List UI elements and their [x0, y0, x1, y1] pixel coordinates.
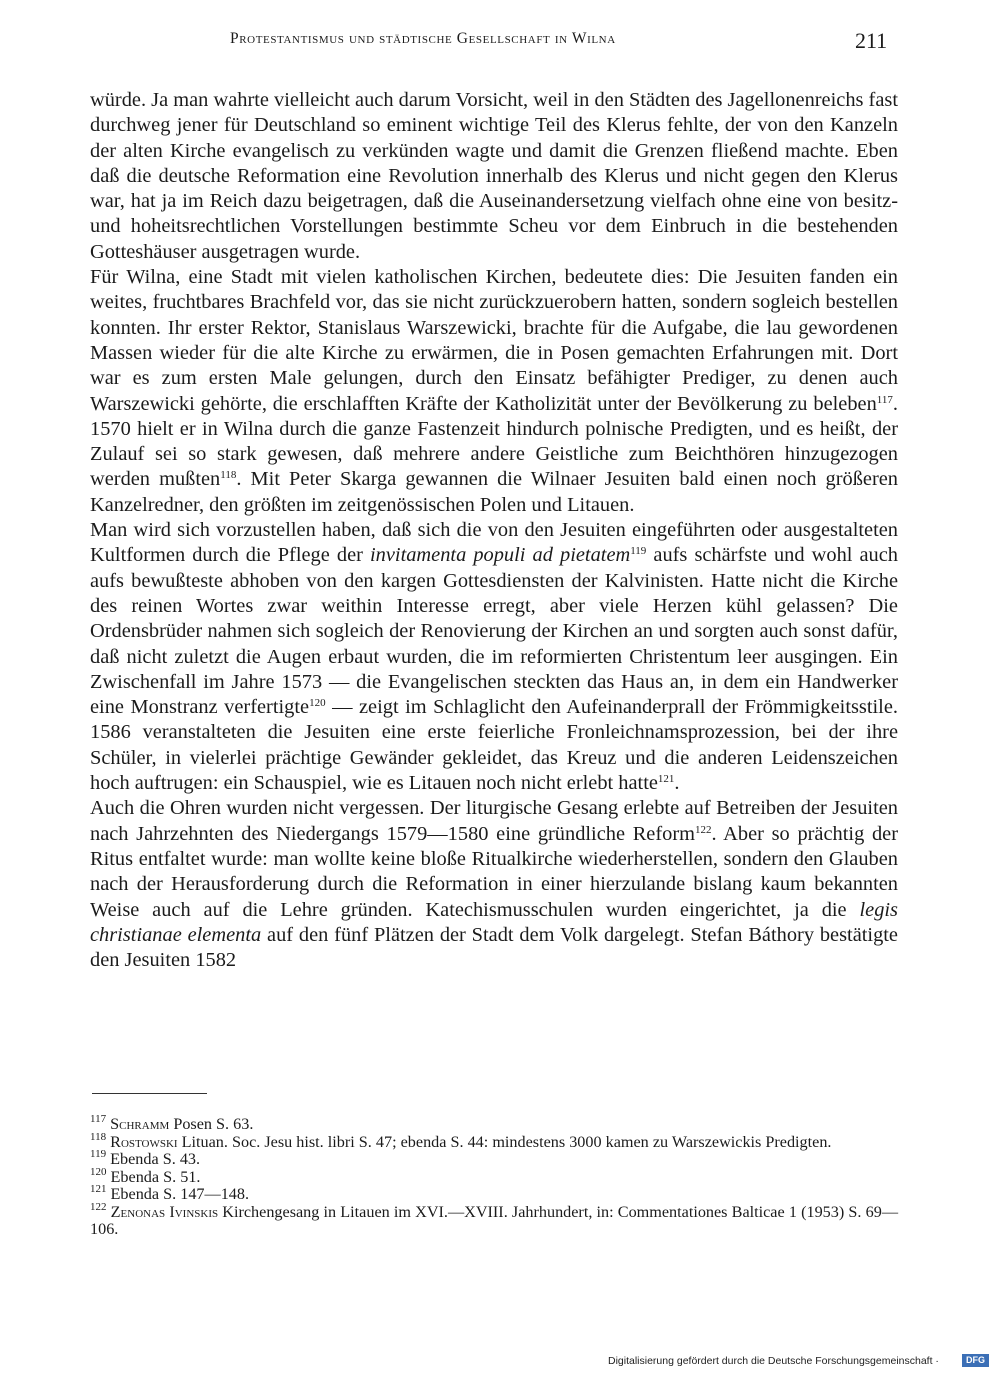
paragraph-1: würde. Ja man wahrte vielleicht auch darum Vorsicht, weil in den Städten des Jagellonenreichs fast durchweg jener für Deutschland so eminent wichtige Teil des Klerus fehlte, der von den Kanzeln der alten Kirche evangelisch zu verkünden wagte und damit die Grenzen fließend machte. Eben daß die deutsche Reformation eine Revolution innerhalb des Klerus und nicht gegen den Klerus war, hat ja im Reich dazu beigetragen, daß die Auseinandersetzung vielfach ohne eine von besitz- und hoheitsrechtlichen Vorstellungen bestimmte Scheu vor dem Einbruch in die bestehenden Gotteshäuser ausgetragen wurde.	[90, 89, 898, 263]
footnote-121: $^{121}$ Ebenda S. 147—148.	[90, 1183, 250, 1203]
main-text	[90, 88, 898, 973]
footnotes	[90, 1113, 899, 1239]
running-head: Protestantismus und städtische Gesellschaft in Wilna	[230, 30, 616, 47]
page-number: 211	[855, 28, 888, 53]
footnote-divider	[92, 1093, 207, 1094]
footnote-119: $^{119}$ Ebenda S. 43.	[90, 1148, 201, 1168]
digitization-credit: Digitalisierung gefördert durch die Deutsche Forschungsgemeinschaft ·	[608, 1355, 939, 1367]
dfg-logo[interactable]: DFG	[962, 1354, 989, 1367]
footnote-118: $^{118}$ Rostowski Lituan. Soc. Jesu hist. libri S. 47; ebenda S. 44: mindestens 3000 kamen zu Warszewickis Predigten.	[90, 1130, 832, 1151]
footnote-ref-120[interactable]: 120	[309, 697, 326, 710]
footnote-120: $^{120}$ Ebenda S. 51.	[90, 1165, 201, 1186]
paragraph-4: Auch die Ohren wurden nicht vergessen. Der liturgische Gesang erlebte auf Betreiben der Jesuiten nach Jahrzehnten des Niedergangs 1579—1580 eine gründliche Reform$^{122}$. Aber so prächtig der Ritus entfaltet wurde: man wollte keine bloße Ritualkirche wiederherstellen, sondern den Glauben nach der Herausforderung durch die Reformation in einer hierzulande bislang kaum bekannten Weise auch auf die Lehre gründen. Katechismusschulen wurden eingerichtet, ja die legis christianae elementa auf den fünf Plätzen der Stadt dem Volk dargelegt. Stefan Báthory bestätigte den Jesuiten 1582	[90, 797, 898, 972]
footnote-117: $^{117}$ Schramm Posen S. 63.	[90, 1113, 254, 1133]
paragraph-2: Für Wilna, eine Stadt mit vielen katholischen Kirchen, bedeutete dies: Die Jesuiten fanden ein weites, fruchtbares Brachfeld vor, das sie nicht zurückzuerobern hatten, sondern sogleich bestellen konnten. Ihr erster Rektor, Stanislaus Warszewicki, brachte für die Aufgabe, die lau gewordenen Massen wieder für die alte Kirche zu erwärmen, die in Posen gemachten Erfahrungen mit. Dort war es zum ersten Male gelungen, durch den Einsatz befähigter Prediger, zu denen auch Warszewicki gehörte, die erschlafften Kräfte der Katholizität unter der Bevölkerung zu beleben$^{117}$. 1570 hielt er in Wilna durch die ganze Fastenzeit hindurch polnische Predigten, und es heißt, der Zulauf sei so stark gewesen, daß mehrere andere Geistliche zum Beichthören hinzugezogen werden mußten$^{118}$. Mit Peter Skarga gewannen die Wilnaer Jesuiten bald einen noch größeren Kanzelredner, den größten im zeitgenössischen Polen und Litauen.	[90, 266, 898, 516]
footnote-ref-118[interactable]: 118	[220, 469, 237, 482]
footnote-ref-121[interactable]: 121	[657, 773, 675, 786]
footnote-122: $^{122}$ Zenonas Ivinskis Kirchengesang in Litauen im XVI.—XVIII. Jahrhundert, in: Commentationes Balticae 1 (1953) S. 69—106.	[90, 1200, 899, 1238]
paragraph-3: Man wird sich vorzustellen haben, daß sich die von den Jesuiten eingeführten oder ausgestalteten Kultformen durch die Pflege der invitamenta populi ad pietatem$^{119}$ aufs schärfste und wohl auch aufs bewußteste abhoben von den kargen Gottesdiensten der Kalvinisten. Hatte nicht die Kirche des reinen Wortes zwar weithin Interesse erregt, aber viele Herzen kühl gelassen? Die Ordensbrüder nahmen sich sogleich der Renovierung der Kirchen an und sorgten auch sonst dafür, daß nicht zuletzt die Augen erbaut wurden, die im reformierten Christentum leer ausgingen. Ein Zwischenfall im Jahre 1573 — die Evangelischen steckten das Haus an, in dem ein Handwerker eine Monstranz verfertigte$^{120}$ — zeigt im Schlaglicht den Aufeinanderprall der Frömmigkeitsstile. 1586 veranstalteten die Jesuiten eine erste feierliche Fronleichnamsprozession, bei der ihre Schüler, in vielerlei prächtige Gewänder gekleidet, das Kreuz und die anderen Leidenszeichen hoch auftrugen: ein Schauspiel, wie es Litauen noch nicht erlebt hatte$^{121}$.	[90, 519, 898, 795]
footnote-ref-119[interactable]: 119	[630, 545, 647, 558]
footnote-ref-122[interactable]: 122	[695, 823, 712, 836]
footnote-ref-117[interactable]: 117	[876, 393, 893, 406]
